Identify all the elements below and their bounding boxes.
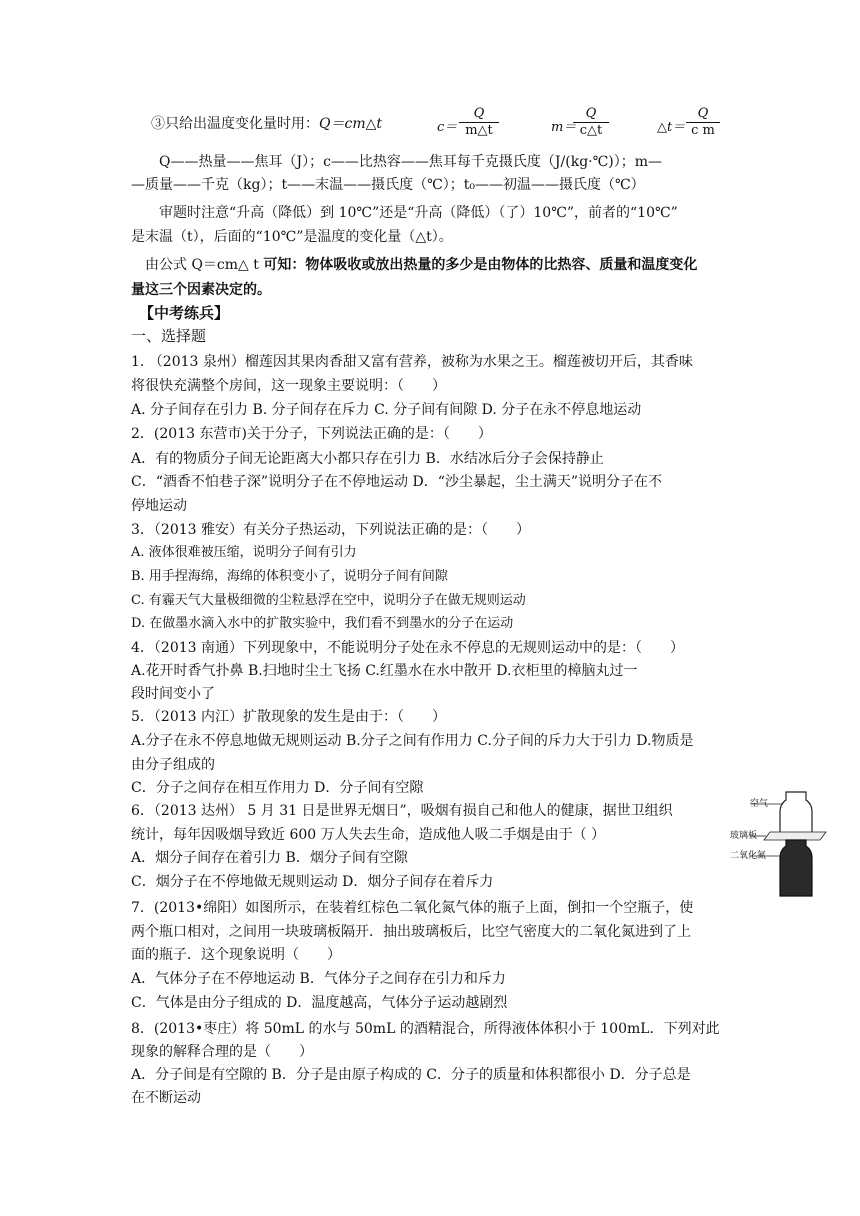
- question-line: A.花开时香气扑鼻 B.扫地时尘土飞扬 C.红墨水在水中散开 D.衣柜里的樟脑丸过一: [131, 663, 638, 679]
- definition-line-2: —质量——千克（kg）；t——末温——摄氏度（℃）；t₀——初温——摄氏度（℃）: [131, 177, 645, 193]
- part-title: 一、选择题: [131, 327, 207, 345]
- conclusion-line-1: 由公式 Q＝cm△ t 可知：物体吸收或放出热量的多少是由物体的比热容、质量和温度变化: [145, 257, 698, 273]
- question-line: 3．（2013 雅安）有关分子热运动，下列说法正确的是：（ ）: [131, 522, 530, 538]
- formula-prefix: ③只给出温度变化量时用：Q＝cm△t: [151, 116, 382, 132]
- definition-line-1: Q——热量——焦耳（J）；c——比热容——焦耳每千克摄氏度（J/(kg·℃)）；m—: [159, 154, 663, 170]
- label-air: 空气: [750, 799, 769, 809]
- question-line: C. 有霾天气大量极细微的尘粒悬浮在空中，说明分子在做无规则运动: [131, 593, 526, 608]
- question-line: 段时间变小了: [131, 686, 215, 702]
- t-lhs: △t＝: [657, 120, 686, 135]
- question-line: 6．（2013 达州） 5 月 31 日是世界无烟日”，吸烟有损自己和他人的健康，据世卫组织: [131, 803, 673, 819]
- question-line: 7．(2013•绵阳）如图所示，在装着红棕色二氧化氮气体的瓶子上面，倒扣一个空瓶子，使: [131, 900, 694, 916]
- question-line: 两个瓶口相对，之间用一块玻璃板隔开．抽出玻璃板后，比空气密度大的二氧化氮进到了上: [131, 924, 691, 940]
- question-line: 将很快充满整个房间，这一现象主要说明：（ ）: [131, 378, 446, 394]
- note-line-1: 审题时注意“升高（降低）到 10℃”还是“升高（降低）（了）10℃”，前者的“10℃”: [159, 205, 678, 221]
- label-no2: 二氧化氮: [730, 851, 767, 861]
- bottles-diagram: [730, 790, 850, 900]
- question-line: 在不断运动: [131, 1090, 201, 1106]
- question-line: 1. （2013 泉州）榴莲因其果肉香甜又富有营养，被称为水果之王。榴莲被切开后，其香味: [131, 354, 693, 370]
- question-line: C．“酒香不怕巷子深”说明分子在不停地运动 D．“沙尘暴起，尘土满天”说明分子在不: [131, 474, 663, 490]
- question-line: 2．(2013 东营市)关于分子，下列说法正确的是：（ ）: [131, 426, 492, 442]
- t-fraction: $\frac{Q}{\text{c m}}$: [686, 106, 720, 139]
- question-line: 8．(2013•枣庄）将 50mL 的水与 50mL 的酒精混合，所得液体体积小于 100mL．下列对此: [131, 1021, 720, 1037]
- m-fraction: $\frac{Q}{c\triangle t}$: [573, 106, 609, 139]
- question-line: 停地运动: [131, 498, 187, 514]
- conclusion-line-2: 量这三个因素决定的。: [131, 282, 271, 298]
- c-lhs: c＝: [437, 120, 458, 135]
- question-line: C．分子之间存在相互作用力 D．分子间有空隙: [131, 780, 424, 796]
- question-line: A. 分子间存在引力 B. 分子间存在斥力 C. 分子间有间隙 D. 分子在永不停息地运动: [131, 402, 642, 418]
- section-title: 【中考练兵】: [139, 304, 230, 322]
- question-line: C．烟分子在不停地做无规则运动 D．烟分子间存在着斥力: [131, 874, 494, 890]
- note-line-2: 是末温（t），后面的“10℃”是温度的变化量（△t）。: [131, 229, 453, 245]
- question-line: 现象的解释合理的是（ ）: [131, 1044, 313, 1060]
- question-line: 统计，每年因吸烟导致近 600 万人失去生命，造成他人吸二手烟是由于（ ）: [131, 827, 606, 843]
- question-line: 5．（2013 内江）扩散现象的发生是由于：（ ）: [131, 709, 446, 725]
- question-line: 面的瓶子．这个现象说明（ ）: [131, 947, 341, 963]
- question-line: A．烟分子间存在着引力 B．烟分子间有空隙: [131, 850, 408, 866]
- question-line: C．气体是由分子组成的 D．温度越高，气体分子运动越剧烈: [131, 995, 508, 1011]
- question-line: A．有的物质分子间无论距离大小都只存在引力 B．水结冰后分子会保持静止: [131, 451, 604, 467]
- question-line: 由分子组成的: [131, 757, 215, 773]
- label-glass: 玻璃板: [730, 831, 758, 841]
- m-lhs: m＝: [551, 120, 577, 135]
- question-line: D. 在做墨水滴入水中的扩散实验中，我们看不到墨水的分子在运动: [131, 616, 514, 631]
- question-line: A. 液体很难被压缩，说明分子间有引力: [131, 545, 357, 560]
- question-line: 4．（2013 南通）下列现象中，不能说明分子处在永不停息的无规则运动中的是：（ ）: [131, 640, 684, 656]
- question-line: A．分子间是有空隙的 B．分子是由原子构成的 C．分子的质量和体积都很小 D．分子总是: [131, 1067, 691, 1083]
- question-line: A．气体分子在不停地运动 B．气体分子之间存在引力和斥力: [131, 971, 506, 987]
- question-line: A.分子在永不停息地做无规则运动 B.分子之间有作用力 C.分子间的斥力大于引力 D.物质是: [131, 733, 694, 749]
- c-fraction: $\frac{Q}{m\triangle t}$: [459, 106, 499, 139]
- bottles-figure: [730, 790, 850, 900]
- question-line: B. 用手捏海绵，海绵的体积变小了，说明分子间有间隙: [131, 569, 448, 584]
